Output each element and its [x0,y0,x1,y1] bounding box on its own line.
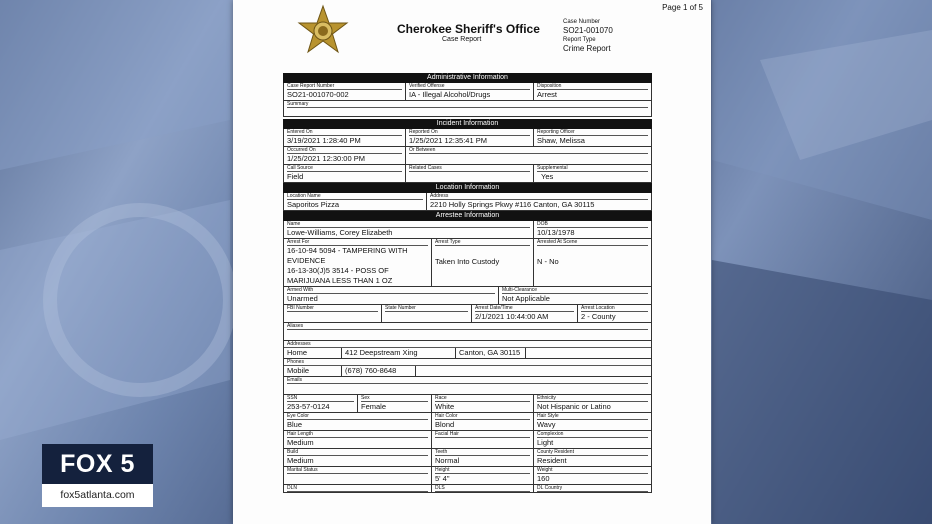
disposition-cell [534,83,651,100]
addresses-cell [284,341,651,358]
field-value: Shaw, Melissa [537,136,585,145]
arrest-for-row [283,239,652,287]
field-value: Saporitos Pizza [287,200,340,209]
address-street: 412 Deepstream Xing [342,348,456,358]
field-label: Addresses [284,341,651,348]
marital-status-cell [284,467,432,484]
empty-value [409,172,530,182]
arrest-type-cell [432,239,534,286]
field-label: Weight [537,467,648,474]
field-value: Blond [435,420,455,429]
field-label: Supplemental [537,165,648,172]
fbi-row [283,305,652,323]
field-value: 160 [537,474,550,483]
field-value: Blue [287,420,303,429]
field-value: Wavy [537,420,556,429]
case-report-document [233,0,711,524]
field-label: State Number [385,305,468,312]
phone-number: (678) 760-8648 [342,366,416,376]
dl-row [283,485,652,493]
field-value: 1/25/2021 12:35:41 PM [409,136,487,145]
field-value: Not Applicable [502,294,550,303]
section-header-arrestee: Arrestee Information [283,211,652,221]
incident-row-3 [283,165,652,183]
address-city: Canton, GA 30115 [456,348,526,358]
case-number: SO21-001070 [563,26,613,35]
field-label: Arrest Location [581,305,648,312]
field-value: 2210 Holly Springs Pkwy #116 Canton, GA 30115 [430,200,595,209]
field-value: 1/25/2021 12:30:00 PM [287,154,365,163]
addresses-row [283,341,652,359]
ssn-row [283,395,652,413]
field-label: Race [435,395,530,402]
fox5-brand: FOX 5 [42,444,153,484]
field-value: SO21-001070-002 [287,90,349,99]
entered-on-cell [284,129,406,146]
section-header-administrative: Administrative Information [283,73,652,83]
hair-length-row [283,431,652,449]
empty-value [287,474,428,484]
admin-row [283,83,652,101]
fox5-logo [42,444,153,507]
field-label: Arrest Date/Time [475,305,574,312]
field-label: Phones [284,359,651,366]
field-label: Eye Color [287,413,428,420]
field-label: Related Cases [409,165,530,172]
field-value: Not Hispanic or Latino [537,402,611,411]
field-label: Complexion [537,431,648,438]
empty-value [287,384,648,394]
field-label: Arrested At Scene [537,239,648,246]
field-label: Call Source [287,165,402,172]
field-label: FBI Number [287,305,378,312]
call-source-cell [284,165,406,182]
eye-color-cell [284,413,432,430]
reporting-officer-cell [534,129,651,146]
aliases-row [283,323,652,341]
sex-cell [358,395,432,412]
supplemental-cell [534,165,651,182]
empty-value [526,348,651,358]
empty-value [287,330,648,340]
field-label: Arrest For [287,239,428,246]
field-label: Ethnicity [537,395,648,402]
eye-color-row [283,413,652,431]
field-label: Or Between [409,147,648,154]
field-label: SSN [287,395,354,402]
field-label: Hair Style [537,413,648,420]
field-value: Light [537,438,554,447]
race-cell [432,395,534,412]
field-label: Hair Color [435,413,530,420]
field-label: Teeth [435,449,530,456]
field-label: Armed With [287,287,495,294]
field-label: Sex [361,395,428,402]
facial-hair-cell [432,431,534,448]
field-label: Entered On [287,129,402,136]
ethnicity-cell [534,395,651,412]
location-address-cell [427,193,651,210]
field-label: Address [430,193,648,200]
complexion-cell [534,431,651,448]
emails-cell [284,377,651,394]
field-value: 253-57-0124 [287,402,330,411]
dln-cell [284,485,432,492]
empty-value [385,312,468,322]
aliases-cell [284,323,651,340]
field-value: Field [287,172,304,181]
field-value: IA - Illegal Alcohol/Drugs [409,90,491,99]
verified-offense-cell [406,83,534,100]
arrest-location-cell [578,305,651,322]
field-value: 2 - County [581,312,616,321]
charge-2: 16-13-30(J)5 3514 - POSS OF MARIJUANA LESS THAN 1 OZ [287,266,393,285]
armed-row [283,287,652,305]
field-label: Occurred On [287,147,402,154]
field-label: Reporting Officer [537,129,648,136]
field-label: Hair Length [287,431,428,438]
field-value: Unarmed [287,294,318,303]
field-label: Location Name [287,193,423,200]
build-row [283,449,652,467]
or-between-cell [406,147,651,164]
sheriff-star-badge-icon [295,4,351,60]
field-label: Verified Offense [409,83,530,90]
arrest-for-cell [284,239,432,286]
summary-cell [284,101,651,116]
field-value: 10/13/1978 [537,228,575,237]
field-value: Female [361,402,387,411]
field-value: White [435,402,455,411]
empty-value [409,154,648,164]
field-value: Resident [537,456,567,465]
field-label: DL Country [537,485,648,492]
state-number-cell [382,305,472,322]
phone-type: Mobile [284,366,342,376]
empty-value [287,312,378,322]
arrested-at-scene-cell [534,239,651,286]
field-value: N - No [537,257,559,266]
related-cases-cell [406,165,534,182]
location-row [283,193,652,211]
hair-length-cell [284,431,432,448]
field-value: Normal [435,456,460,465]
field-value: Taken Into Custody [435,257,500,266]
field-label: Multi-Clearance [502,287,648,294]
arrest-datetime-cell [472,305,578,322]
report-type-label: Report Type [563,37,596,43]
weight-cell [534,467,651,484]
incident-row-1 [283,129,652,147]
field-value: Medium [287,438,314,447]
county-resident-cell [534,449,651,466]
report-form [283,73,652,493]
report-subtitle: Case Report [442,36,482,43]
empty-value [435,438,530,448]
build-cell [284,449,432,466]
field-label: Name [287,221,530,228]
armed-with-cell [284,287,499,304]
ssn-cell [284,395,358,412]
empty-value [416,366,651,376]
report-meta [563,18,613,54]
arrestee-name-row [283,221,652,239]
page-number: Page 1 of 5 [662,3,703,12]
field-value: Lowe-Williams, Corey Elizabeth [287,228,393,237]
field-label: Reported On [409,129,530,136]
field-value: 3/19/2021 1:28:40 PM [287,136,361,145]
fbi-number-cell [284,305,382,322]
fox5-url: fox5atlanta.com [42,484,153,507]
dls-cell [432,485,534,492]
field-value: Medium [287,456,314,465]
report-title: Cherokee Sheriff's Office [397,22,540,36]
dob-cell [534,221,651,238]
field-label: DOB [537,221,648,228]
case-number-label: Case Number [563,19,601,25]
field-label: County Resident [537,449,648,456]
field-label: Arrest Type [435,239,530,246]
reported-on-cell [406,129,534,146]
hair-color-cell [432,413,534,430]
marital-row [283,467,652,485]
empty-value [287,108,648,116]
address-entry [284,348,651,358]
charge-1: 16-10-94 5094 - TAMPERING WITH EVIDENCE [287,246,408,265]
field-label: Facial Hair [435,431,530,438]
section-header-location: Location Information [283,183,652,193]
occurred-on-cell [284,147,406,164]
case-report-number-cell [284,83,406,100]
hair-style-cell [534,413,651,430]
phones-row [283,359,652,377]
section-header-incident: Incident Information [283,119,652,129]
field-label: Emails [287,377,648,384]
location-name-cell [284,193,427,210]
teeth-cell [432,449,534,466]
phones-cell [284,359,651,376]
field-value: Yes [541,172,554,181]
multi-clearance-cell [499,287,651,304]
report-type: Crime Report [563,44,611,53]
dl-country-cell [534,485,651,492]
field-label: Case Report Number [287,83,402,90]
field-label: DLS [435,485,530,492]
summary-row [283,101,652,117]
field-label: Summary [287,101,648,108]
field-value: 5' 4" [435,474,450,483]
field-label: Build [287,449,428,456]
phone-entry [284,366,651,376]
field-label: Height [435,467,530,474]
emails-row [283,377,652,395]
field-value: 2/1/2021 10:44:00 AM [475,312,549,321]
height-cell [432,467,534,484]
address-type: Home [284,348,342,358]
field-label: Aliases [287,323,648,330]
field-label: Disposition [537,83,648,90]
incident-row-2 [283,147,652,165]
field-label: DLN [287,485,428,492]
name-cell [284,221,534,238]
field-value: Arrest [537,90,558,99]
field-label: Marital Status [287,467,428,474]
